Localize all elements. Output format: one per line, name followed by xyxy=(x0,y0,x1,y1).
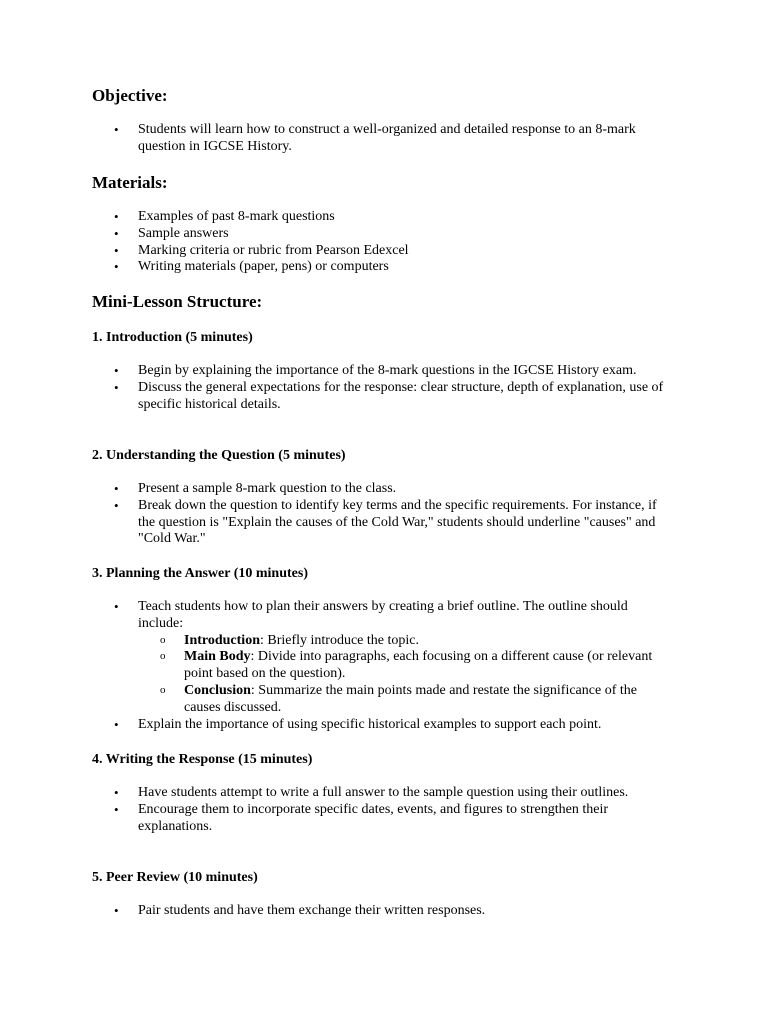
bullet-icon: • xyxy=(114,242,119,258)
bullet-icon: • xyxy=(114,785,119,800)
section-2-title: 2. Understanding the Question (5 minutes) xyxy=(92,448,346,463)
bullet-icon: • xyxy=(114,379,119,395)
bullet-icon: • xyxy=(114,481,119,496)
materials-list xyxy=(92,209,672,276)
sub-list-item: o Conclusion: Summarize the main points made and restate the significance of the causes discussed. xyxy=(160,682,637,715)
list-item: • Marking criteria or rubric from Pearson Edexcel xyxy=(114,242,409,258)
bullet-icon: • xyxy=(114,363,119,378)
section-2-list xyxy=(92,481,672,548)
list-item: • Discuss the general expectations for the response: clear structure, depth of explanation, use of specific historical details. xyxy=(114,379,664,412)
structure-heading: Mini-Lesson Structure: xyxy=(92,292,263,311)
bullet-icon: • xyxy=(114,801,119,817)
circle-bullet-icon: o xyxy=(160,633,166,646)
bullet-icon: • xyxy=(114,716,119,732)
bullet-icon: • xyxy=(114,225,119,241)
sub-list-item: o Main Body: Divide into paragraphs, each focusing on a different cause (or relevant point based on the question). xyxy=(160,649,653,682)
list-item: • Teach students how to plan their answers by creating a brief outline. The outline should include: o Introduction: Briefly introduce the topic. o Main Body: Divide into paragraphs, each focusing on a different cause (or relevant point based on the question). o Conclusion: Summarize the main points made and restate the significance of the causes discussed. xyxy=(92,599,672,717)
section-4-title: 4. Writing the Response (15 minutes) xyxy=(92,752,313,767)
list-item: • Present a sample 8-mark question to the class. xyxy=(114,481,397,496)
list-item: • Have students attempt to write a full answer to the sample question using their outlines. xyxy=(114,785,629,800)
list-item: • Pair students and have them exchange their written responses. xyxy=(114,903,486,918)
section-5-list xyxy=(92,903,672,920)
bullet-icon: • xyxy=(114,497,119,513)
section-5-title: 5. Peer Review (10 minutes) xyxy=(92,870,258,885)
bullet-icon: • xyxy=(114,903,119,918)
list-item: • Sample answers xyxy=(114,225,229,241)
outline-sublist xyxy=(138,633,672,717)
objective-list xyxy=(92,122,672,156)
bullet-icon: • xyxy=(114,599,119,614)
section-1-list xyxy=(92,363,672,413)
section-3-title: 3. Planning the Answer (10 minutes) xyxy=(92,566,308,581)
section-4-list xyxy=(92,785,672,835)
list-item: • Students will learn how to construct a well-organized and detailed response to an 8-mark question in IGCSE History. xyxy=(114,122,636,154)
list-item: • Examples of past 8-mark questions xyxy=(114,209,335,224)
list-item: • Break down the question to identify key terms and the specific requirements. For instance, if the question is "Explain the causes of the Cold War," students should underline "causes" and "Cold War." xyxy=(114,497,657,547)
sub-list-item: o Introduction: Briefly introduce the topic. xyxy=(160,632,419,648)
section-1-title: 1. Introduction (5 minutes) xyxy=(92,330,253,345)
bullet-icon: • xyxy=(114,209,119,224)
section-3-list xyxy=(92,599,672,733)
list-item: • Begin by explaining the importance of the 8-mark questions in the IGCSE History exam. xyxy=(114,363,637,378)
list-item: • Writing materials (paper, pens) or computers xyxy=(114,259,389,275)
circle-bullet-icon: o xyxy=(160,683,166,696)
list-item: • Explain the importance of using specific historical examples to support each point. xyxy=(114,716,602,732)
circle-bullet-icon: o xyxy=(160,650,166,663)
materials-heading: Materials: xyxy=(92,173,168,192)
objective-heading: Objective: xyxy=(92,86,168,105)
list-item: • Encourage them to incorporate specific dates, events, and figures to strengthen their explanations. xyxy=(114,801,608,834)
bullet-icon: • xyxy=(114,122,119,137)
bullet-icon: • xyxy=(114,259,119,275)
